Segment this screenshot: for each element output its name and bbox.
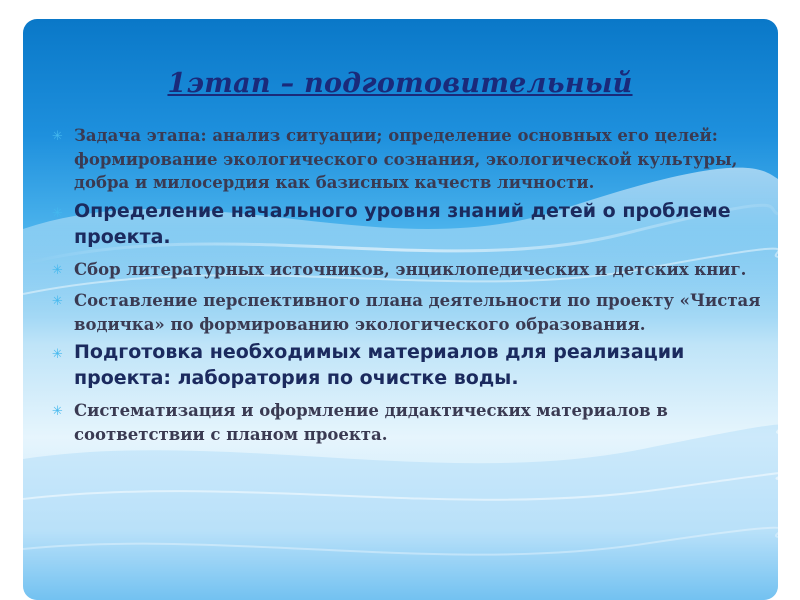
bullet-item [52, 124, 772, 195]
bullet-item [52, 289, 772, 336]
star-bullet-icon: ✳ [52, 129, 63, 144]
bullet-item [52, 399, 772, 446]
bullet-text: Систематизация и оформление дидактических материалов в соответствии с планом проекта. [74, 401, 668, 444]
bullet-list [52, 124, 772, 446]
bullet-item [52, 339, 772, 391]
star-bullet-icon: ✳ [52, 347, 63, 362]
star-bullet-icon: ✳ [52, 404, 63, 419]
bullet-text: Задача этапа: анализ ситуации; определение основных его целей: формирование экологического сознания, экологической культуры, добра и милосердия как базисных качеств личности. [74, 126, 738, 192]
slide-title: 1этап – подготовительный [167, 68, 633, 99]
bullet-text: Определение начального уровня знаний детей о проблеме проекта. [74, 199, 731, 248]
bullet-item [52, 198, 772, 250]
bullet-text: Подготовка необходимых материалов для реализации проекта: лаборатория по очистке воды. [74, 341, 685, 389]
star-bullet-icon: ✳ [52, 262, 63, 278]
star-bullet-icon: ✳ [52, 205, 63, 221]
bullet-text: Сбор литературных источников, энциклопедических и детских книг. [74, 259, 747, 279]
bullet-text: Составление перспективного плана деятельности по проекту «Чистая водичка» по формированию экологического образования. [74, 291, 761, 334]
star-bullet-icon: ✳ [52, 294, 63, 309]
bullet-item [52, 258, 772, 282]
